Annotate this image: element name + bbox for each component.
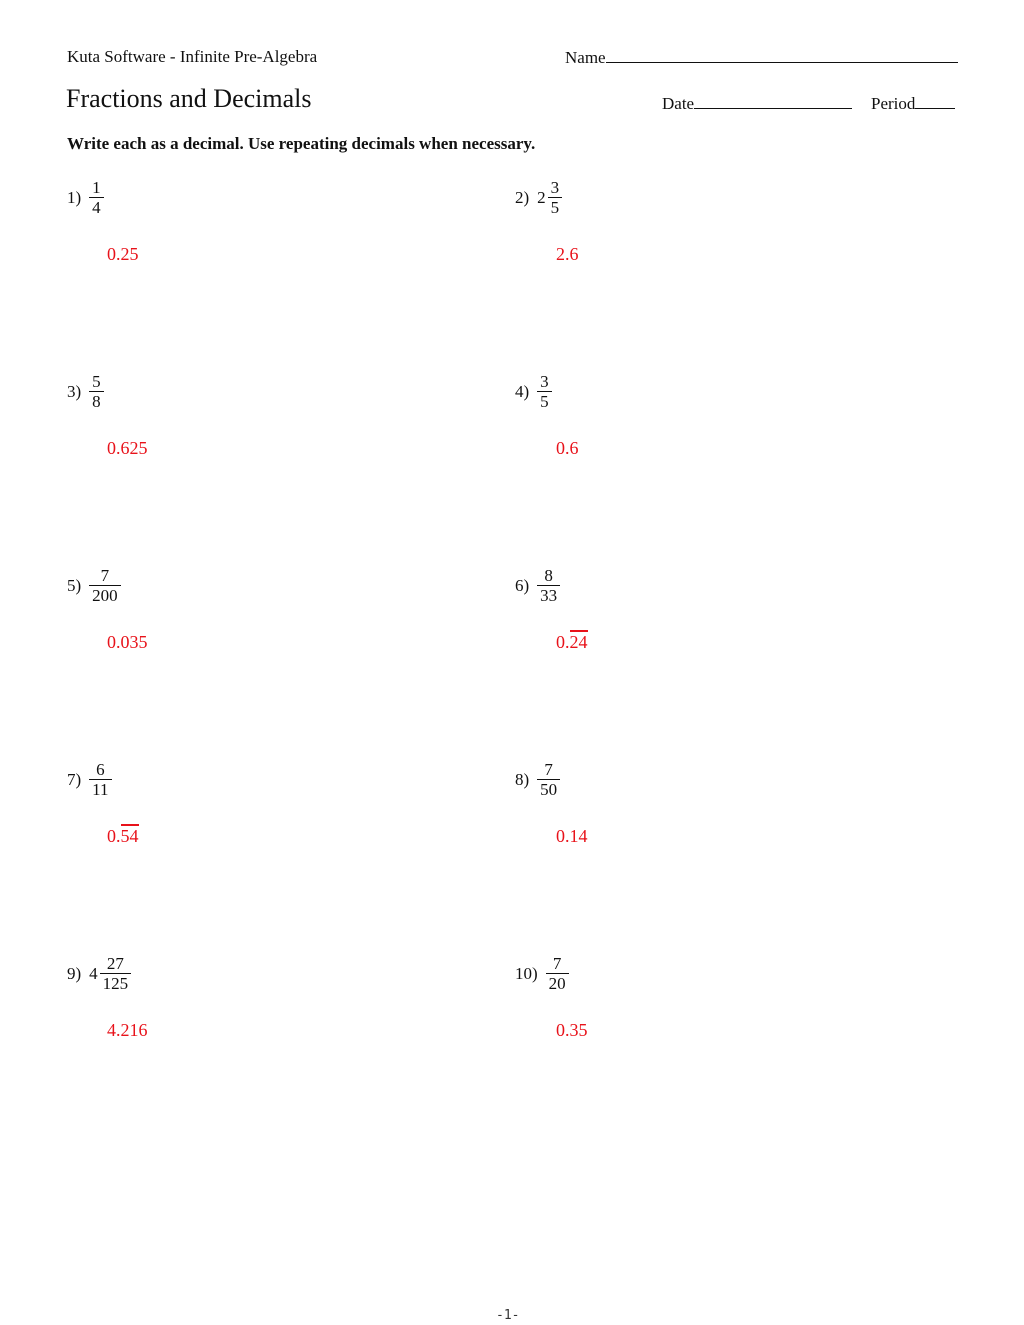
fraction [89,566,121,605]
numerator: 5 [92,372,101,391]
answer [107,826,139,847]
problem [515,178,562,217]
fraction [537,760,560,799]
answer [556,1020,588,1041]
whole-number: 2 [537,187,546,207]
answer [107,1020,148,1041]
answer [556,438,579,459]
denominator: 4 [89,197,104,217]
denominator: 5 [548,197,563,217]
problem-number: 7) [67,769,82,789]
answer-value: 4.216 [107,1020,148,1040]
denominator: 125 [100,973,132,993]
problem [515,954,569,993]
problem [515,372,552,411]
numerator: 7 [100,566,110,585]
answer [556,826,588,847]
publisher-label: Kuta Software - Infinite Pre-Algebra [67,47,318,66]
date-line [694,93,852,109]
answer [107,438,148,459]
answer-value: 0. [556,632,570,652]
fraction [100,954,132,993]
repeating-digits: 24 [569,632,588,652]
answer-value: 0.35 [556,1020,588,1040]
fraction [537,566,560,605]
denominator: 8 [89,391,104,411]
answer-value: 0.25 [107,244,139,264]
problem-number: 8) [515,769,530,789]
name-line [606,47,958,63]
denominator: 200 [89,585,121,605]
fraction [537,372,552,411]
numerator: 3 [540,372,549,391]
period-label: Period [871,94,916,113]
name-field[interactable] [565,47,958,68]
denominator: 20 [546,973,569,993]
numerator: 8 [544,566,553,585]
problem [67,566,121,605]
problem-number: 9) [67,963,82,983]
numerator: 27 [106,954,124,973]
fraction [548,178,563,217]
numerator: 7 [544,760,553,779]
whole-number: 4 [89,963,98,983]
instructions: Write each as a decimal. Use repeating decimals when necessary. [67,134,536,153]
problem [67,178,104,217]
answer-value: 0.625 [107,438,148,458]
problem-number: 6) [515,575,530,595]
fraction [546,954,569,993]
denominator: 33 [537,585,560,605]
fraction [89,760,111,799]
numerator: 1 [92,178,101,197]
page-title: Fractions and Decimals [66,84,312,113]
date-label: Date [662,94,695,113]
answer-value: 0.14 [556,826,588,846]
denominator: 50 [537,779,560,799]
denominator: 11 [89,779,111,799]
answer-value: 0.6 [556,438,579,458]
period-line [915,93,955,109]
problem-number: 5) [67,575,82,595]
problem-number: 3) [67,381,82,401]
answer [107,244,139,265]
problem [515,566,560,605]
problem-number: 1) [67,187,82,207]
numerator: 7 [552,954,562,973]
answer [556,244,579,265]
period-field[interactable] [871,93,955,114]
problem [67,760,112,799]
numerator: 6 [96,760,105,779]
date-field[interactable] [662,93,852,114]
numerator: 3 [550,178,560,197]
problem-number: 2) [515,187,530,207]
repeating-digits: 54 [120,826,139,846]
answer-value: 0. [107,826,121,846]
answer [107,632,148,653]
denominator: 5 [537,391,552,411]
problem-number: 4) [515,381,530,401]
name-label: Name [565,48,606,67]
problem-number: 10) [515,963,538,983]
page-number: -1- [496,1308,520,1323]
answer-value: 2.6 [556,244,579,264]
answer-value: 0.035 [107,632,148,652]
problem [515,760,560,799]
problem [67,954,131,993]
fraction [89,178,104,217]
answer [556,632,588,653]
fraction [89,372,104,411]
problem [67,372,104,411]
